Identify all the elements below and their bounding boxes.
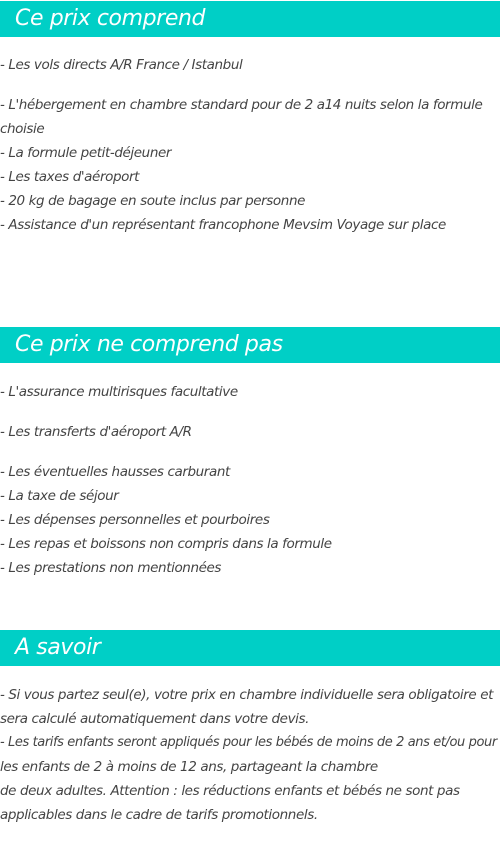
section-title-excludes: Ce prix ne comprend pas xyxy=(15,332,283,357)
notes-line: les enfants de 2 à moins de 12 ans, partageant la chambre xyxy=(0,759,378,775)
excludes-line: - La taxe de séjour xyxy=(0,488,119,504)
section-header-includes xyxy=(0,1,500,37)
excludes-line: - Les éventuelles hausses carburant xyxy=(0,464,230,480)
excludes-line: - Les dépenses personnelles et pourboires xyxy=(0,512,270,528)
notes-line: sera calculé automatiquement dans votre devis. xyxy=(0,711,310,727)
excludes-line: - Les transferts d'aéroport A/R xyxy=(0,424,192,440)
section-header-notes xyxy=(0,630,500,666)
excludes-line: - L'assurance multirisques facultative xyxy=(0,384,238,400)
includes-line: - Les taxes d'aéroport xyxy=(0,169,140,185)
includes-line: - L'hébergement en chambre standard pour de 2 a14 nuits selon la formule xyxy=(0,97,483,113)
excludes-line: - Les repas et boissons non compris dans la formule xyxy=(0,536,332,552)
section-title-notes: A savoir xyxy=(15,635,101,660)
excludes-line: - Les prestations non mentionnées xyxy=(0,560,222,576)
section-title-includes: Ce prix comprend xyxy=(15,6,206,31)
notes-line: de deux adultes. Attention : les réductions enfants et bébés ne sont pas xyxy=(0,783,460,799)
includes-line: - 20 kg de bagage en soute inclus par personne xyxy=(0,193,306,209)
includes-line: choisie xyxy=(0,121,45,137)
includes-line: - Assistance d'un représentant francophone Mevsim Voyage sur place xyxy=(0,217,446,233)
notes-line: applicables dans le cadre de tarifs promotionnels. xyxy=(0,807,318,823)
notes-line: - Si vous partez seul(e), votre prix en chambre individuelle sera obligatoire et xyxy=(0,687,494,703)
notes-line: - Les tarifs enfants seront appliqués pour les bébés de moins de 2 ans et/ou pour xyxy=(0,735,497,750)
section-header-excludes xyxy=(0,327,500,363)
includes-line: - Les vols directs A/R France / Istanbul xyxy=(0,57,243,73)
includes-line: - La formule petit-déjeuner xyxy=(0,145,172,161)
